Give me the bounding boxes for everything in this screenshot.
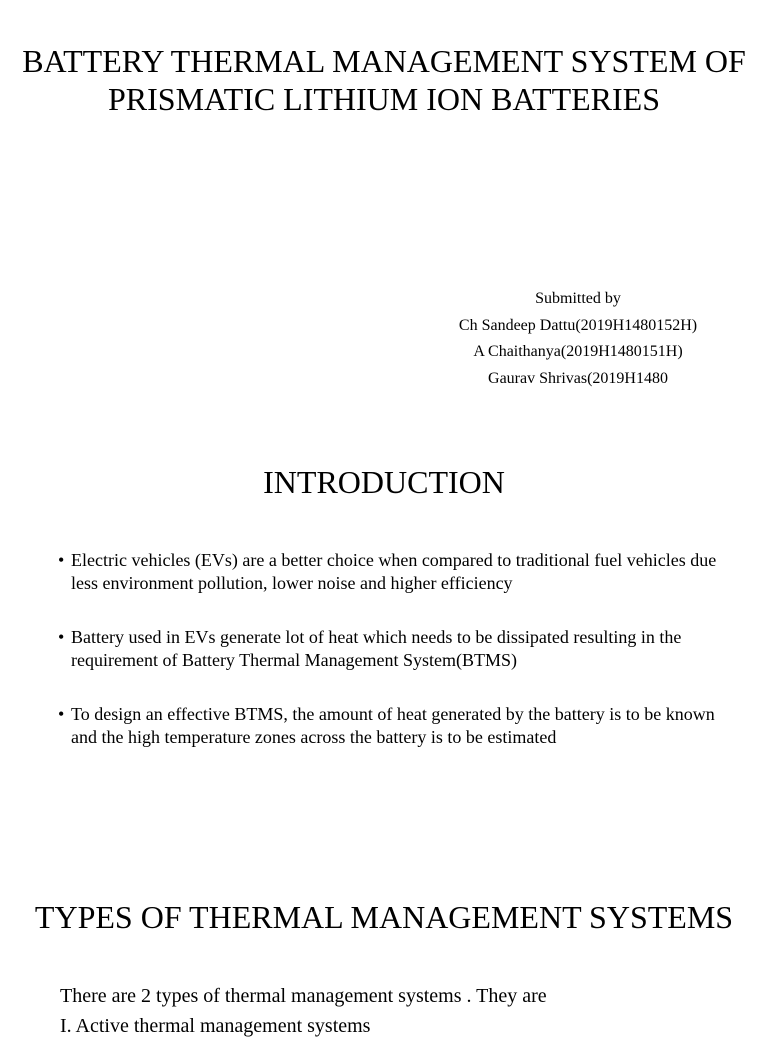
author-line: Gaurav Shrivas(2019H1480 xyxy=(488,369,668,387)
slide-2-title: INTRODUCTION xyxy=(263,464,505,500)
bullet-icon: • xyxy=(58,550,65,570)
bullet-icon: • xyxy=(58,704,65,724)
bullet-text: Electric vehicles (EVs) are a better choice when compared to traditional fuel vehicles due less environment pollution, lower noise and higher efficiency xyxy=(71,550,717,593)
bullet-icon: • xyxy=(58,627,65,647)
list-item xyxy=(58,626,738,672)
bullet-text: Battery used in EVs generate lot of heat which needs to be dissipated resulting in the requirement of Battery Thermal Management System(BTMS) xyxy=(71,627,682,670)
list-item xyxy=(58,549,738,595)
submitted-by-block xyxy=(390,286,766,392)
slide-1-title: BATTERY THERMAL MANAGEMENT SYSTEM OF PRISMATIC LITHIUM ION BATTERIES xyxy=(22,43,746,117)
bullet-text: To design an effective BTMS, the amount of heat generated by the battery is to be known and the high temperature zones across the battery is to be estimated xyxy=(71,704,715,747)
author-line: Ch Sandeep Dattu(2019H1480152H) xyxy=(458,316,698,334)
intro-bullet-list xyxy=(58,549,738,749)
author-line: A Chaithanya(2019H1480151H) xyxy=(473,343,683,360)
types-first-item: I. Active thermal management systems xyxy=(60,1015,371,1037)
types-intro-text: There are 2 types of thermal management systems . They are xyxy=(60,985,547,1007)
submitted-by-heading: Submitted by xyxy=(535,290,621,307)
slide-3-title: TYPES OF THERMAL MANAGEMENT SYSTEMS xyxy=(34,899,734,935)
list-item xyxy=(58,703,738,749)
